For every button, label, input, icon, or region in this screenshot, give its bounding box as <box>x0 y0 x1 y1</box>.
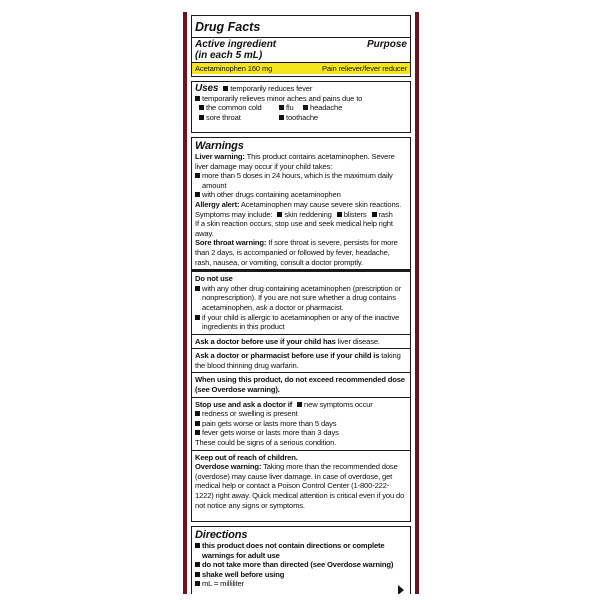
bullet-icon <box>195 411 200 416</box>
symptoms-intro: Symptoms may include: <box>195 209 273 219</box>
uses-box <box>191 81 411 133</box>
directions-heading: Directions <box>195 529 248 541</box>
uses-sub-flu: flu <box>286 103 294 113</box>
symptom-skin-reddening: skin reddening <box>284 209 332 219</box>
uses-item-2: temporarily relieves minor aches and pains due to <box>202 93 363 103</box>
bullet-icon <box>195 562 200 567</box>
bullet-icon <box>223 86 228 91</box>
bullet-icon <box>199 115 204 120</box>
sore-throat-label: Sore throat warning: <box>195 238 267 248</box>
ingredient-purpose: Pain reliever/fever reducer <box>321 64 407 73</box>
bullet-icon <box>279 115 284 120</box>
allergy-alert-text: Acetaminophen may cause severe skin reactions. <box>240 199 402 209</box>
keep-out-text: Keep out of reach of children. <box>195 452 298 462</box>
bullet-icon <box>372 212 377 217</box>
uses-sub-sore-throat: sore throat <box>206 112 241 122</box>
when-using-text: When using this product, do not exceed recommended dose (see Overdose warning). <box>192 373 410 397</box>
liver-warning-text: This product contains acetaminophen. Severe liver damage may occur if your child takes: <box>195 152 395 171</box>
bullet-icon <box>195 572 200 577</box>
warnings-heading: Warnings <box>195 140 244 152</box>
symptom-blisters: blisters <box>343 209 367 219</box>
purpose-header: Purpose <box>366 39 407 50</box>
bullet-icon <box>195 96 200 101</box>
do-not-use-item-2: if your child is allergic to acetaminophen or any of the inactive ingredients in this product <box>202 312 400 332</box>
directions-box <box>191 526 411 594</box>
bullet-icon <box>195 173 200 178</box>
bullet-icon <box>337 212 342 217</box>
ask-doctor-label: Ask a doctor before use if your child has <box>195 336 336 346</box>
stop-after-text: These could be signs of a serious condition. <box>195 438 337 448</box>
directions-item-4: mL = milliliter <box>202 579 244 589</box>
bullet-icon <box>195 543 200 548</box>
bullet-icon <box>195 430 200 435</box>
active-ingredient-header: Active ingredient <box>195 39 277 50</box>
warnings-box <box>191 137 411 522</box>
overdose-label: Overdose warning: <box>195 462 262 472</box>
liver-item-1: more than 5 doses in 24 hours, which is the maximum daily amount <box>202 171 393 190</box>
uses-item-1: temporarily reduces fever <box>230 84 313 93</box>
bullet-icon <box>277 212 282 217</box>
sore-throat-text: If sore throat is severe, persists for more than 2 days, is accompanied or followed by fever, headache, rash, nausea, or vomiting, consult a doctor promptly. <box>195 238 398 267</box>
allergy-alert-label: Allergy alert: <box>195 199 240 209</box>
bullet-icon <box>195 286 200 291</box>
stop-item-new-symptoms: new symptoms occur <box>304 399 373 409</box>
bullet-icon <box>195 581 200 586</box>
stop-use-label: Stop use and ask a doctor if <box>195 399 293 409</box>
directions-item-3: shake well before using <box>202 569 285 579</box>
bullet-icon <box>195 421 200 426</box>
drug-facts-panel <box>183 12 419 594</box>
drug-facts-title: Drug Facts <box>195 20 261 34</box>
bullet-icon <box>297 402 302 407</box>
liver-warning-label: Liver warning: <box>195 152 245 161</box>
active-ingredient-sub: (in each 5 mL) <box>195 50 263 61</box>
continue-arrow-icon <box>398 585 404 594</box>
symptom-rash: rash <box>378 209 393 219</box>
ingredient-row <box>192 62 410 74</box>
directions-item-1: this product does not contain directions or complete warnings for adult use <box>202 541 385 560</box>
liver-item-2: with other drugs containing acetaminophen <box>202 190 341 200</box>
bullet-icon <box>195 315 200 320</box>
bullet-icon <box>303 105 308 110</box>
overdose-text: Taking more than the recommended dose (overdose) may cause liver damage. In case of overdose, get medical help or contact a Poison Control Center (1-800-222-1222) right away. Quick medical attention is critical even if you do not notice any signs or symptoms. <box>195 462 405 510</box>
uses-heading: Uses <box>195 83 219 94</box>
ask-pharmacist-label: Ask a doctor or pharmacist before use if your child is <box>195 351 380 361</box>
ask-pharmacist-text: taking the blood thinning drug warfarin. <box>195 351 401 370</box>
do-not-use-item-1: with any other drug containing acetaminophen (prescription or nonprescription). If you are not sure whether a drug contains acetaminophen, ask a doctor or pharmacist. <box>202 283 401 312</box>
stop-item-redness: redness or swelling is present <box>202 409 298 419</box>
bullet-icon <box>195 192 200 197</box>
uses-sub-toothache: toothache <box>286 112 319 122</box>
bullet-icon <box>279 105 284 110</box>
ingredient-name: Acetaminophen 160 mg <box>195 64 273 73</box>
uses-sub-common-cold: the common cold <box>206 103 262 113</box>
stop-item-pain: pain gets worse or lasts more than 5 days <box>202 418 337 428</box>
ask-doctor-text: liver disease. <box>337 336 380 346</box>
drug-facts-header-box <box>191 15 411 77</box>
bullet-icon <box>199 105 204 110</box>
stop-item-fever: fever gets worse or lasts more than 3 days <box>202 428 339 438</box>
directions-item-2: do not take more than directed (see Overdose warning) <box>202 560 394 570</box>
do-not-use-heading: Do not use <box>195 274 233 284</box>
allergy-after-text: If a skin reaction occurs, stop use and seek medical help right away. <box>195 219 393 238</box>
uses-sub-headache: headache <box>310 103 343 113</box>
